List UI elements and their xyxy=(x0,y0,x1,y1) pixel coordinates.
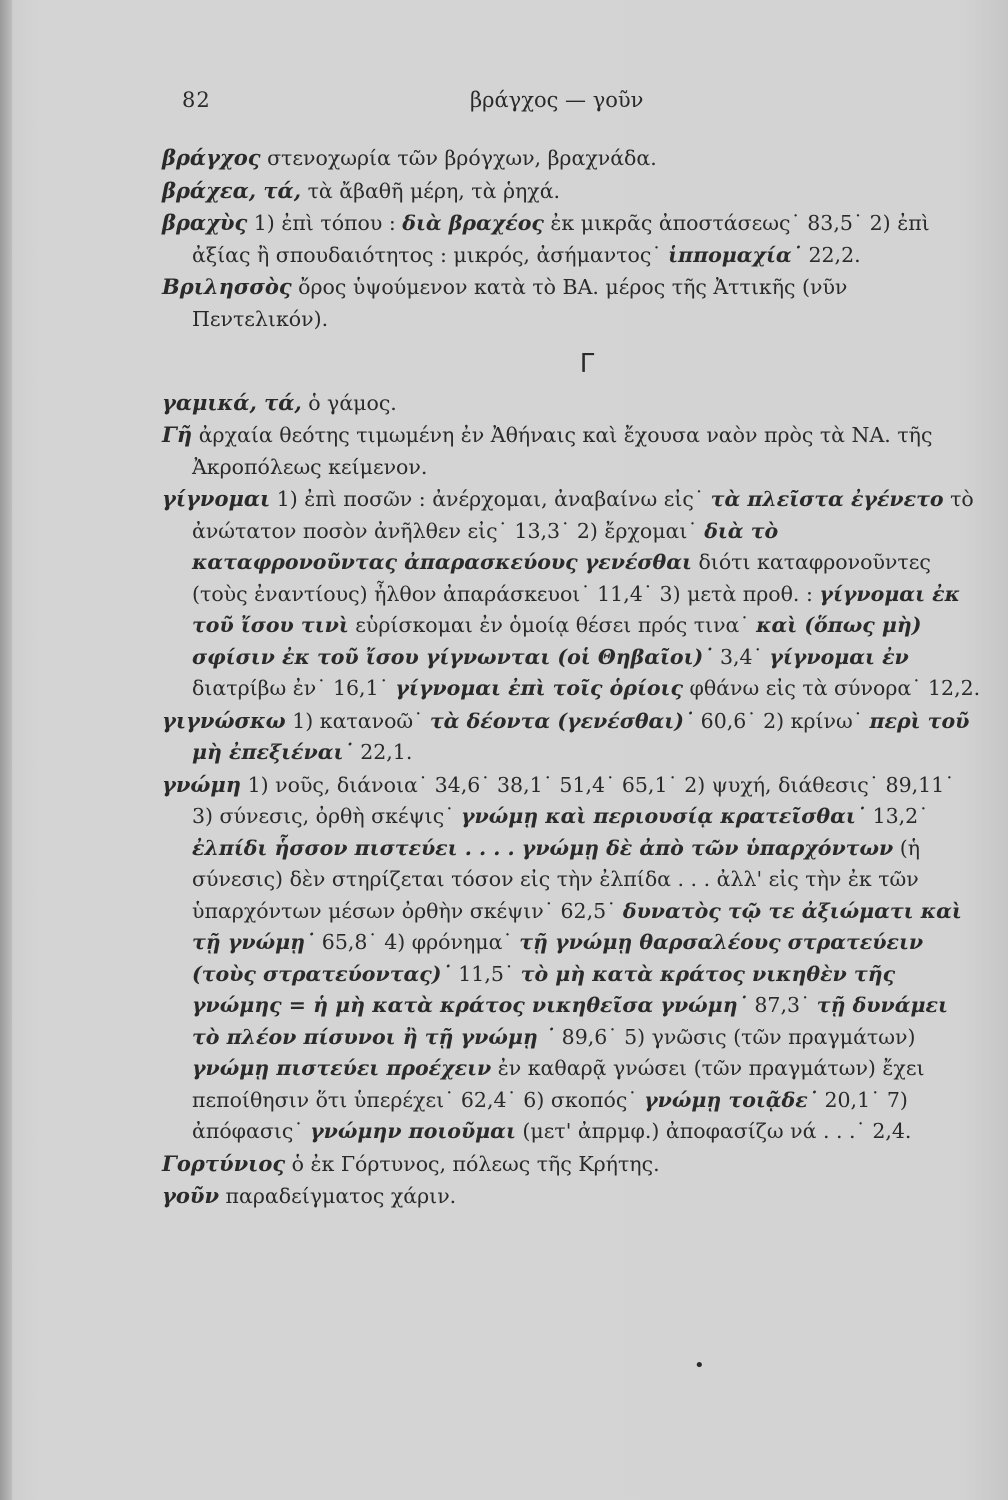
dictionary-entry xyxy=(162,1180,982,1213)
dictionary-entry xyxy=(162,769,982,1148)
entry-definition: παραδείγματος χάριν. xyxy=(219,1184,457,1208)
entry-lemma: Βριλησσὸς xyxy=(162,274,292,299)
entry-definition: 1) ἐπὶ τόπου : xyxy=(247,211,403,235)
entry-definition: 22,1. xyxy=(353,740,413,764)
entry-definition: διότι καταφρονοῦντες (τοὺς ἐναντίους) ἦλθον ἀπαράσκευοι˙ 11,4˙ 3) μετὰ προθ. : xyxy=(192,550,931,606)
entry-lemma: βράχεα, τά, xyxy=(162,177,302,203)
entry-definition: 89,6˙ 5) γνῶσις (τῶν πραγμάτων) xyxy=(555,1024,916,1049)
entry-definition: ἐκ μικρᾶς ἀποστάσεως˙ 83,5˙ 2) ἐπὶ ἀξίας ἢ σπουδαιότητος : μικρός, ἀσήμαντος˙ xyxy=(192,211,930,267)
entry-quotation: τὸ μὴ κατὰ κράτος νικηθὲν τῆς γνώμης = ἡ μὴ κατὰ κράτος νικηθεῖσα γνώμη˙ xyxy=(192,961,896,1017)
section-letter: Γ xyxy=(579,349,595,379)
entry-quotation: ἱππομαχία˙ xyxy=(668,242,802,267)
entry-definition: τὸ ἀνώτατον ποσὸν ἀνῆλθεν εἰς˙ 13,3˙ 2) ἔρχομαι˙ xyxy=(192,487,974,543)
entry-definition: 60,6˙ 2) κρίνω˙ xyxy=(694,708,870,733)
entry-definition: 3,4˙ xyxy=(713,644,770,669)
entry-quotation: ἐλπίδι ἧσσον πιστεύει . . . . γνώμῃ δὲ ἀπὸ τῶν ὑπαρχόντων xyxy=(192,835,894,860)
entry-quotation: γίγνομαι ἐκ τοῦ ἴσου τινὶ xyxy=(192,581,960,637)
page-number: 82 xyxy=(182,88,211,112)
dictionary-entry xyxy=(162,142,982,175)
entry-definition: εὑρίσκομαι ἐν ὁμοίᾳ θέσει πρός τινα˙ xyxy=(348,613,757,637)
entry-definition: στενοχωρία τῶν βρόγχων, βραχνάδα. xyxy=(260,146,657,170)
entry-quotation: γνώμῃ πιστεύει προέχειν xyxy=(192,1056,492,1080)
entry-definition: 13,2˙ xyxy=(866,804,929,828)
entry-lemma: βράγχος xyxy=(162,145,261,170)
entry-definition: ὄρος ὑψούμενον κατὰ τὸ ΒΑ. μέρος τῆς Ἀττικῆς (νῦν Πεντελικόν). xyxy=(192,275,848,331)
dictionary-entry xyxy=(162,705,982,769)
entry-definition: ἐν καθαρᾷ γνώσει (τῶν πραγμάτων) ἔχει πεποίθησιν ὅτι ὑπερέχει˙ 62,4˙ 6) σκοπός˙ xyxy=(192,1056,925,1112)
entry-quotation: τὰ δέοντα (γενέσθαι)˙ xyxy=(429,708,695,733)
entry-definition: (μετ' ἀπρμφ.) ἀποφασίζω νά . . .˙ 2,4. xyxy=(515,1119,912,1143)
dictionary-entry xyxy=(162,483,982,705)
entry-quotation: τῇ γνώμῃ θαρσαλέους στρατεύειν (τοὺς στρατεύοντας)˙ xyxy=(192,930,924,986)
bullet-mark: • xyxy=(694,1355,705,1376)
entry-lemma: γνώμη xyxy=(162,771,242,797)
dictionary-entry xyxy=(162,271,982,335)
entry-quotation: διὰ βραχέος xyxy=(402,211,544,235)
entry-lemma: βραχὺς xyxy=(162,210,248,235)
entry-quotation: τῇ δυνάμει τὸ πλέον πίσυνοι ἢ τῇ γνώμῃ ˙ xyxy=(192,993,948,1049)
entry-lemma: γίγνομαι xyxy=(162,486,271,511)
entry-lemma: γιγνώσκω xyxy=(162,707,286,733)
entry-definition: ἀρχαία θεότης τιμωμένη ἐν Ἀθήναις καὶ ἔχουσα ναὸν πρὸς τὰ ΝΑ. τῆς Ἀκροπόλεως κείμενον. xyxy=(192,423,933,479)
entry-lemma: γοῦν xyxy=(162,1183,220,1208)
entry-quotation: γίγνομαι ἐν xyxy=(769,644,909,669)
entry-definition: 11,5˙ xyxy=(451,961,521,986)
entry-quotation: γνώμῃ καὶ περιουσίᾳ κρατεῖσθαι˙ xyxy=(460,804,867,828)
entry-definition: τὰ ἄβαθῆ μέρη, τὰ ῥηχά. xyxy=(301,178,561,203)
running-title: βράγχος — γοῦν xyxy=(470,88,644,112)
entry-lemma: γαμικά, τά, xyxy=(162,389,302,415)
entry-quotation: γνώμην ποιοῦμαι xyxy=(310,1119,516,1143)
entry-lemma: Γορτύνιος xyxy=(162,1150,286,1176)
entry-lemma: Γῆ xyxy=(162,422,193,447)
dictionary-entries xyxy=(162,142,982,1213)
entry-quotation: δυνατὸς τῷ τε ἀξιώματι καὶ τῇ γνώμῃ˙ xyxy=(192,898,962,954)
entry-definition: ὁ ἐκ Γόρτυνος, πόλεως τῆς Κρήτης. xyxy=(285,1151,660,1176)
entry-definition: 22,2. xyxy=(801,242,861,267)
dictionary-entry xyxy=(162,387,982,420)
dictionary-entry xyxy=(162,419,982,483)
book-binding-edge xyxy=(0,0,12,1500)
entry-quotation: περὶ τοῦ μὴ ἐπεξιέναι˙ xyxy=(192,708,970,764)
entry-quotation: διὰ τὸ καταφρονοῦντας ἀπαρασκεύους γενέσθαι xyxy=(192,518,779,574)
entry-quotation: καὶ (ὅπως μὴ) σφίσιν ἐκ τοῦ ἴσου γίγνωνται (οἱ Θηβαῖοι)˙ xyxy=(192,613,922,669)
entry-definition: (ἡ σύνεσις) δὲν στηρίζεται τόσον εἰς τὴν ἐλπίδα . . . ἀλλ' εἰς τὴν ἐκ τῶν ὑπαρχόντων μέσων ὀρθὴν σκέψιν˙ 62,5˙ xyxy=(192,835,921,923)
dictionary-entry xyxy=(162,175,982,208)
entry-definition: 1) ἐπὶ ποσῶν : ἀνέρχομαι, ἀναβαίνω εἰς˙ xyxy=(270,487,711,511)
entry-definition: διατρίβω ἐν˙ 16,1˙ xyxy=(192,676,396,700)
entry-definition: 20,1˙ 7) ἀπόφασις˙ xyxy=(192,1087,908,1143)
entry-quotation: γίγνομαι ἐπὶ τοῖς ὁρίοις xyxy=(395,676,683,700)
dictionary-entry xyxy=(162,207,982,271)
entry-definition: 87,3˙ xyxy=(747,993,817,1017)
entry-quotation: τὰ πλεῖστα ἐγένετο xyxy=(710,487,944,511)
running-head xyxy=(0,88,1008,118)
entry-definition: ὁ γάμος. xyxy=(301,390,397,415)
entry-definition: φθάνω εἰς τὰ σύνορα˙ 12,2. xyxy=(682,676,981,700)
entry-definition: 1) νοῦς, διάνοια˙ 34,6˙ 38,1˙ 51,4˙ 65,1˙ 2) ψυχή, διάθεσις˙ 89,11˙ 3) σύνεσις, ὀρθὴ σκέψις˙ xyxy=(192,772,955,828)
entry-quotation: γνώμῃ τοιᾷδε˙ xyxy=(644,1087,818,1112)
entry-definition: 1) κατανοῶ˙ xyxy=(285,708,430,733)
dictionary-entry xyxy=(162,1148,982,1181)
entry-definition: 65,8˙ 4) φρόνημα˙ xyxy=(315,930,520,954)
